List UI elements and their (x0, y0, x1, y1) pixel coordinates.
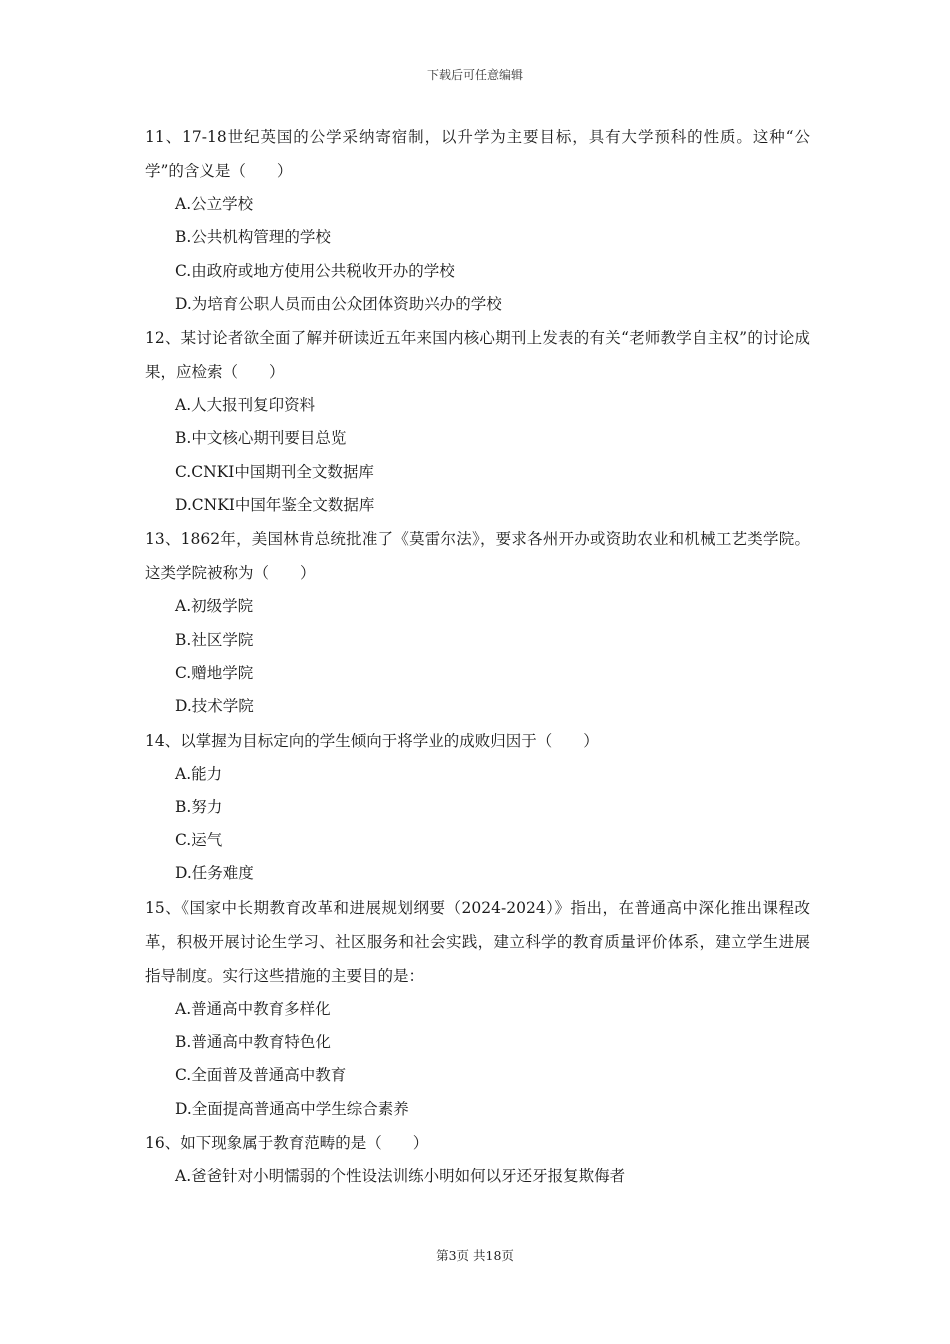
option-a: A.人大报刊复印资料 (175, 396, 316, 415)
option-d: D.为培育公职人员而由公众团体资助兴办的学校 (175, 294, 502, 313)
question-text: 15、《国家中长期教育改革和进展规划纲要（2024-2024）》指出，在普通高中深化推出课程改革，积极开展讨论生学习、社区服务和社会实践，建立科学的教育质量评价体系，建立学生进展指导制度。实行这些措施的主要目的是： (145, 898, 810, 985)
question-text: 11、17-18世纪英国的公学采纳寄宿制，以升学为主要目标，具有大学预科的性质。这种“公学”的含义是（ ） (145, 128, 810, 180)
option-a: A.普通高中教育多样化 (175, 999, 331, 1018)
question-12 (145, 321, 810, 522)
question-11 (145, 120, 810, 321)
question-14 (145, 724, 810, 891)
option-d: D.任务难度 (175, 864, 254, 883)
question-text: 16、如下现象属于教育范畴的是（ ） (145, 1133, 429, 1152)
option-b: B.社区学院 (175, 630, 254, 649)
option-a: A.公立学校 (175, 195, 254, 213)
question-text: 12、某讨论者欲全面了解并研读近五年来国内核心期刊上发表的有关“老师教学自主权”的讨论成果，应检索（ ） (145, 329, 810, 382)
page-header: 下载后可任意编辑 (426, 68, 523, 82)
option-list (145, 758, 810, 891)
option-list (145, 1160, 810, 1193)
question-text: 14、以掌握为目标定向的学生倾向于将学业的成败归因于（ ） (145, 731, 599, 750)
question-list (145, 120, 810, 1193)
option-d: D.CNKI中国年鉴全文数据库 (175, 496, 375, 515)
option-c: C.运气 (175, 831, 223, 850)
option-c: C.全面普及普通高中教育 (175, 1066, 347, 1085)
option-b: B.中文核心期刊要目总览 (175, 429, 347, 448)
option-list (145, 590, 810, 723)
option-c: C.CNKI中国期刊全文数据库 (175, 462, 374, 481)
option-a: A.初级学院 (175, 597, 254, 616)
option-c: C.由政府或地方使用公共税收开办的学校 (175, 261, 455, 280)
option-a: A.能力 (175, 764, 223, 783)
option-c: C.赠地学院 (175, 663, 254, 682)
question-15 (145, 891, 810, 1126)
page-footer: 第3页 共18页 (436, 1248, 514, 1263)
question-13 (145, 522, 810, 723)
option-a: A.爸爸针对小明懦弱的个性设法训练小明如何以牙还牙报复欺侮者 (175, 1166, 626, 1185)
question-16 (145, 1126, 810, 1193)
option-list (145, 993, 810, 1126)
option-b: B.普通高中教育特色化 (175, 1033, 331, 1052)
option-d: D.技术学院 (175, 697, 254, 716)
option-b: B.努力 (175, 797, 223, 816)
option-list (145, 389, 810, 522)
question-text: 13、1862年，美国林肯总统批准了《莫雷尔法》，要求各州开办或资助农业和机械工艺类学院。这类学院被称为（ ） (145, 530, 810, 583)
option-b: B.公共机构管理的学校 (175, 228, 331, 247)
option-d: D.全面提高普通高中学生综合素养 (175, 1099, 409, 1118)
option-list (145, 188, 810, 321)
